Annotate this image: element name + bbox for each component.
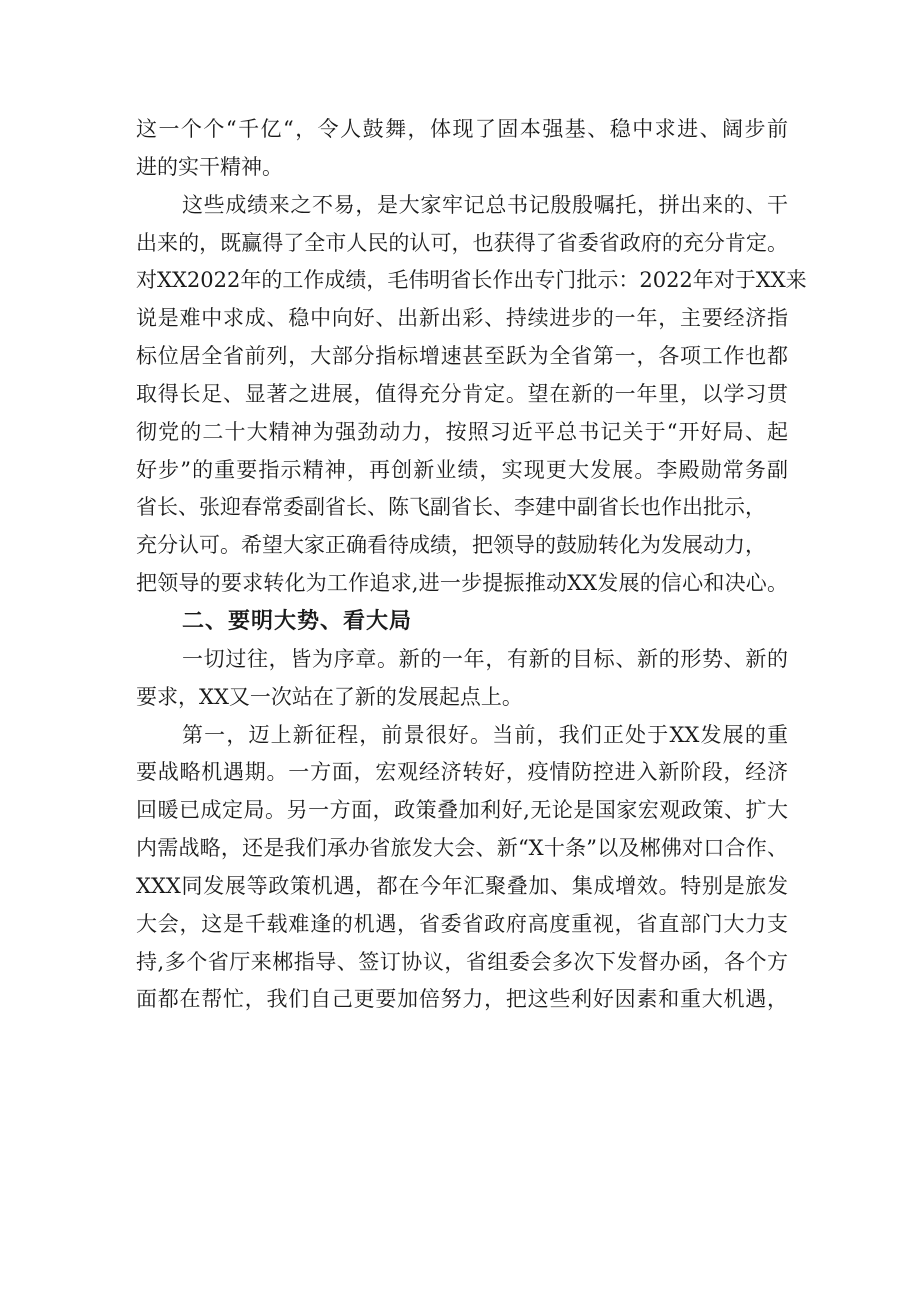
text-line: 标位居全省前列，大部分指标增速甚至跃为全省第一，各项工作也都 (136, 344, 788, 369)
text-line: XXX同发展等政策机遇，都在今年汇聚叠加、集成增效。特别是旅发 (136, 873, 788, 898)
text-line: 对XX2022年的工作成绩，毛伟明省长作出专门批示：2022年对于XX来 (136, 268, 807, 293)
paragraph-1 (136, 111, 788, 187)
text-line: 出来的，既赢得了全市人民的认可，也获得了省委省政府的充分肯定。 (136, 230, 788, 255)
text-line: 好步”的重要指示精神，再创新业绩，实现更大发展。李殿勋常务副 (136, 457, 788, 482)
text-line: 回暖已成定局。另一方面，政策叠加利好,无论是国家宏观政策、扩大 (136, 798, 788, 823)
text-line: 要求，XX又一次站在了新的发展起点上。 (136, 684, 523, 709)
section-heading (136, 603, 788, 641)
text-line: 进的实干精神。 (136, 154, 283, 179)
text-line: 持,多个省厅来郴指导、签订协议，省组委会多次下发督办函，各个方 (136, 949, 788, 974)
text-line: 一切过往，皆为序章。新的一年，有新的目标、新的形势、新的 (182, 646, 788, 671)
text-line: 要战略机遇期。一方面，宏观经济转好，疫情防控进入新阶段，经济 (136, 760, 788, 785)
paragraph-2 (136, 187, 807, 603)
paragraph-4 (136, 717, 788, 1020)
text-line: 这些成绩来之不易，是大家牢记总书记殷殷嘱托，拼出来的、干 (182, 192, 788, 217)
text-line: 内需战略，还是我们承办省旅发大会、新“X十条”以及郴佛对口合作、 (136, 836, 788, 861)
text-line: 这一个个“千亿“，令人鼓舞，体现了固本强基、稳中求进、阔步前 (136, 117, 788, 141)
text-line: 彻党的二十大精神为强劲动力，按照习近平总书记关于“开好局、起 (136, 419, 788, 444)
text-line: 第一，迈上新征程，前景很好。当前，我们正处于XX发展的重 (182, 722, 788, 747)
paragraph-3 (136, 641, 788, 717)
text-line: 说是难中求成、稳中向好、出新出彩、持续进步的一年，主要经济指 (136, 306, 788, 331)
text-line: 把领导的要求转化为工作追求,进一步提振推动XX发展的信心和决心。 (136, 571, 788, 596)
text-line: 面都在帮忙，我们自己更要加倍努力，把这些利好因素和重大机遇， (136, 987, 788, 1012)
text-line: 省长、张迎春常委副省长、陈飞副省长、李建中副省长也作出批示， (136, 495, 766, 520)
text-line: 充分认可。希望大家正确看待成绩，把领导的鼓励转化为发展动力， (136, 533, 766, 558)
heading-line: 二、要明大势、看大局 (182, 608, 413, 634)
document-body (136, 111, 807, 1019)
text-line: 大会，这是千载难逢的机遇，省委省政府高度重视，省直部门大力支 (136, 911, 788, 936)
text-line: 取得长足、显著之进展，值得充分肯定。望在新的一年里，以学习贯 (136, 381, 788, 406)
